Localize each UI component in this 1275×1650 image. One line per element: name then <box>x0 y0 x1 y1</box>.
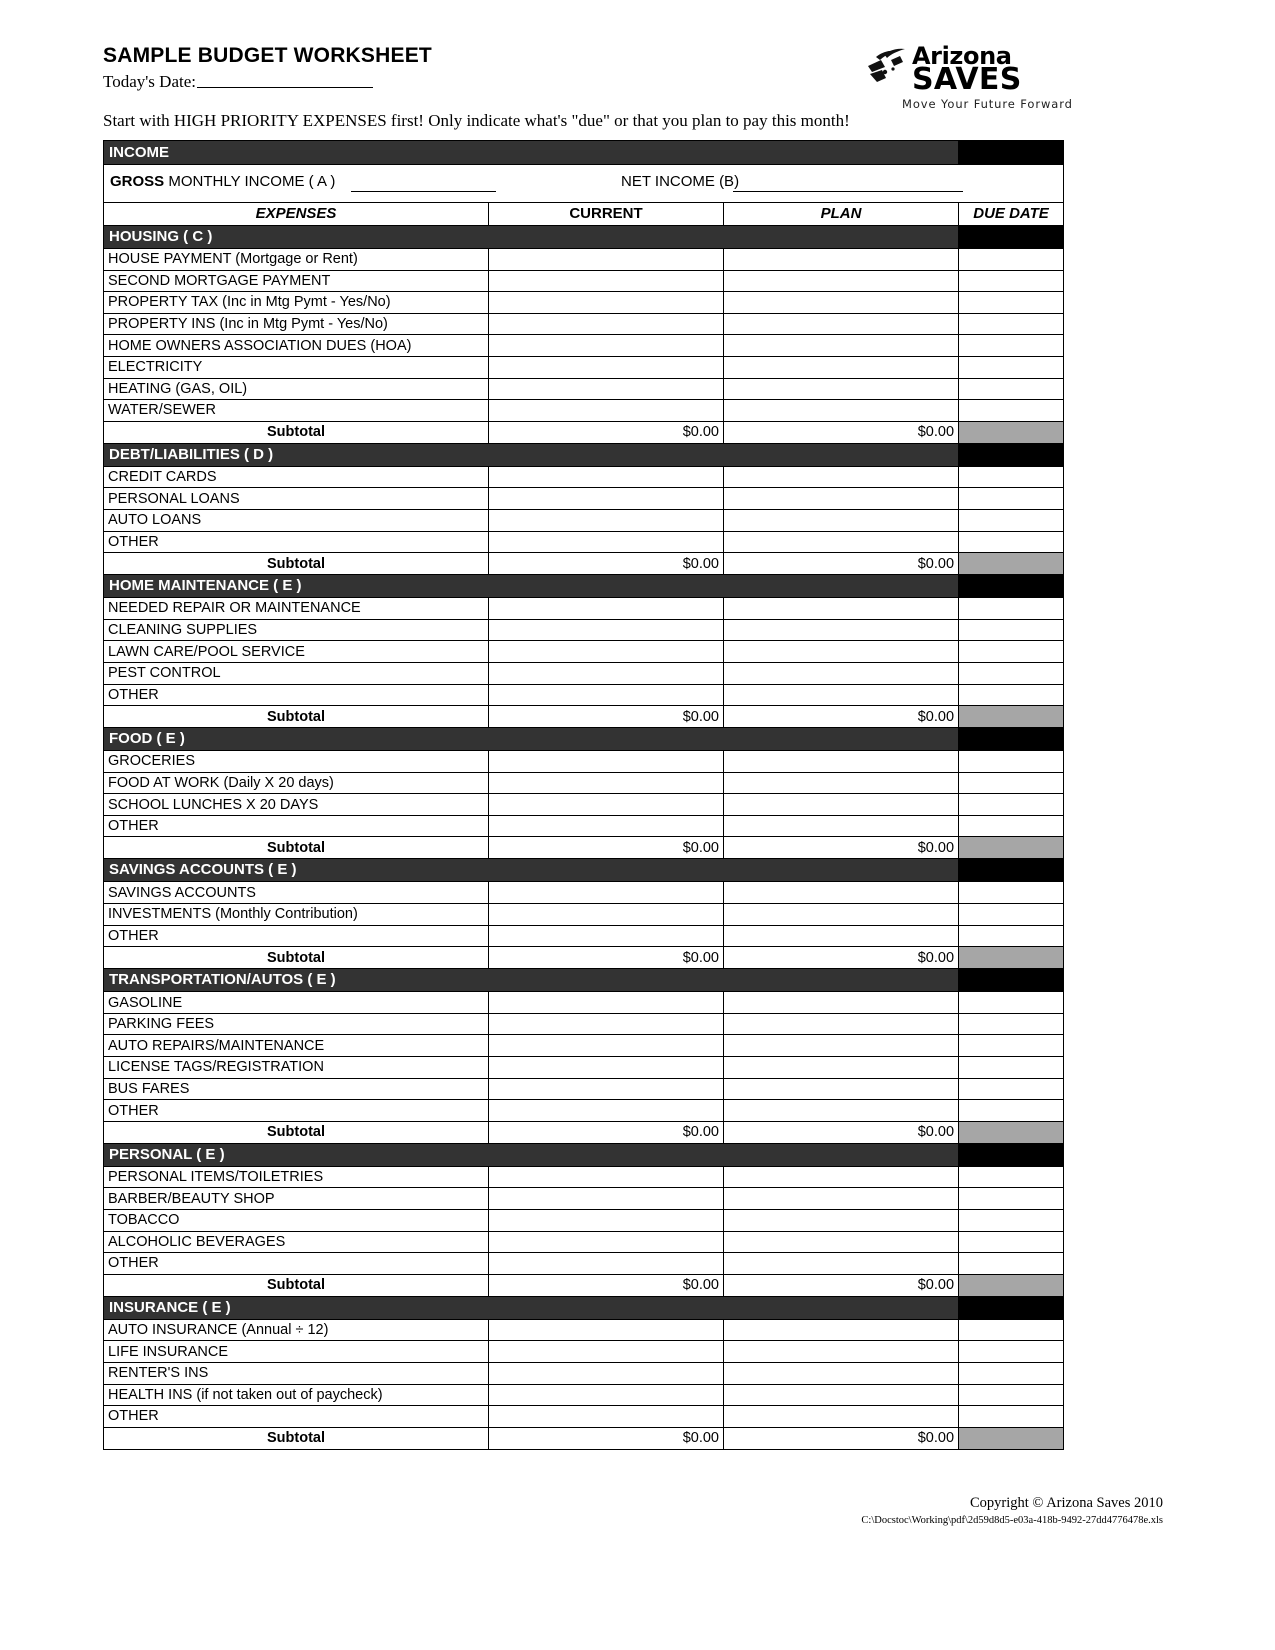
income-banner-label: INCOME <box>104 141 959 165</box>
category-header-row <box>104 1296 1064 1319</box>
current-amount-cell[interactable] <box>489 1341 724 1363</box>
current-amount-cell[interactable] <box>489 684 724 706</box>
expense-item-label: LICENSE TAGS/REGISTRATION <box>104 1057 489 1079</box>
subtotal-plan-value: $0.00 <box>724 1274 959 1296</box>
expense-item-label: OTHER <box>104 684 489 706</box>
subtotal-current-value: $0.00 <box>489 837 724 859</box>
current-amount-cell[interactable] <box>489 1406 724 1428</box>
expense-item-label: PROPERTY INS (Inc in Mtg Pymt - Yes/No) <box>104 313 489 335</box>
todays-date-label: Today's Date: <box>103 72 196 91</box>
due-date-cell[interactable] <box>959 772 1064 794</box>
table-row <box>104 619 1064 641</box>
due-date-cell[interactable] <box>959 270 1064 292</box>
expense-item-label: LAWN CARE/POOL SERVICE <box>104 641 489 663</box>
current-amount-cell[interactable] <box>489 378 724 400</box>
due-date-cell[interactable] <box>959 1166 1064 1188</box>
expense-item-label: INVESTMENTS (Monthly Contribution) <box>104 904 489 926</box>
plan-amount-cell[interactable] <box>724 1210 959 1232</box>
category-header-row <box>104 1143 1064 1166</box>
expense-item-label: ELECTRICITY <box>104 356 489 378</box>
copyright-text: Copyright © Arizona Saves 2010 <box>969 1495 1163 1511</box>
category-header-label: FOOD ( E ) <box>104 728 959 751</box>
current-amount-cell[interactable] <box>489 400 724 422</box>
due-date-cell[interactable] <box>959 1406 1064 1428</box>
expense-item-label: NEEDED REPAIR OR MAINTENANCE <box>104 598 489 620</box>
column-header-row <box>104 203 1064 226</box>
due-date-cell[interactable] <box>959 882 1064 904</box>
subtotal-label: Subtotal <box>104 1427 489 1449</box>
plan-amount-cell[interactable] <box>724 1057 959 1079</box>
table-row <box>104 249 1064 271</box>
category-header-label: SAVINGS ACCOUNTS ( E ) <box>104 859 959 882</box>
due-date-cell[interactable] <box>959 292 1064 314</box>
current-amount-cell[interactable] <box>489 992 724 1014</box>
category-header-label: TRANSPORTATION/AUTOS ( E ) <box>104 969 959 992</box>
table-row <box>104 662 1064 684</box>
table-row <box>104 992 1064 1014</box>
expense-item-label: GASOLINE <box>104 992 489 1014</box>
subtotal-due-date-cell <box>959 947 1064 969</box>
plan-amount-cell[interactable] <box>724 992 959 1014</box>
plan-amount-cell[interactable] <box>724 1100 959 1122</box>
expense-item-label: CLEANING SUPPLIES <box>104 619 489 641</box>
expense-item-label: LIFE INSURANCE <box>104 1341 489 1363</box>
expense-item-label: ALCOHOLIC BEVERAGES <box>104 1231 489 1253</box>
due-date-cell[interactable] <box>959 1319 1064 1341</box>
plan-amount-cell[interactable] <box>724 1406 959 1428</box>
due-date-cell[interactable] <box>959 249 1064 271</box>
table-row <box>104 1341 1064 1363</box>
plan-amount-cell[interactable] <box>724 1035 959 1057</box>
due-date-cell[interactable] <box>959 641 1064 663</box>
table-row <box>104 1406 1064 1428</box>
due-date-cell[interactable] <box>959 531 1064 553</box>
current-amount-cell[interactable] <box>489 1362 724 1384</box>
table-row <box>104 794 1064 816</box>
expense-item-label: HEALTH INS (if not taken out of paycheck) <box>104 1384 489 1406</box>
net-income-label: NET INCOME (B) <box>621 173 740 190</box>
category-header-black-cell <box>959 443 1064 466</box>
subtotal-plan-value: $0.00 <box>724 553 959 575</box>
current-amount-cell[interactable] <box>489 1319 724 1341</box>
current-amount-cell[interactable] <box>489 466 724 488</box>
current-amount-cell[interactable] <box>489 794 724 816</box>
column-header-due-date: DUE DATE <box>959 203 1064 226</box>
plan-amount-cell[interactable] <box>724 356 959 378</box>
table-row <box>104 1253 1064 1275</box>
expense-item-label: TOBACCO <box>104 1210 489 1232</box>
plan-amount-cell[interactable] <box>724 249 959 271</box>
expense-item-label: OTHER <box>104 1406 489 1428</box>
current-amount-cell[interactable] <box>489 249 724 271</box>
expense-item-label: GROCERIES <box>104 751 489 773</box>
table-row <box>104 313 1064 335</box>
current-amount-cell[interactable] <box>489 1231 724 1253</box>
subtotal-current-value: $0.00 <box>489 1427 724 1449</box>
subtotal-label: Subtotal <box>104 1121 489 1143</box>
subtotal-due-date-cell <box>959 837 1064 859</box>
subtotal-current-value: $0.00 <box>489 421 724 443</box>
current-amount-cell[interactable] <box>489 1253 724 1275</box>
expense-item-label: HOME OWNERS ASSOCIATION DUES (HOA) <box>104 335 489 357</box>
expense-item-label: AUTO REPAIRS/MAINTENANCE <box>104 1035 489 1057</box>
due-date-cell[interactable] <box>959 751 1064 773</box>
table-row <box>104 1188 1064 1210</box>
table-row <box>104 904 1064 926</box>
income-banner-black-cell <box>959 141 1064 165</box>
table-row <box>104 356 1064 378</box>
column-header-expenses: EXPENSES <box>104 203 489 226</box>
gross-monthly-income-label <box>110 173 335 191</box>
income-entry-cell <box>104 165 1064 203</box>
plan-amount-cell[interactable] <box>724 598 959 620</box>
subtotal-row <box>104 706 1064 728</box>
subtotal-row <box>104 421 1064 443</box>
due-date-cell[interactable] <box>959 619 1064 641</box>
expense-item-label: PERSONAL LOANS <box>104 488 489 510</box>
expense-item-label: WATER/SEWER <box>104 400 489 422</box>
current-amount-cell[interactable] <box>489 1188 724 1210</box>
plan-amount-cell[interactable] <box>724 882 959 904</box>
table-row <box>104 1210 1064 1232</box>
plan-amount-cell[interactable] <box>724 815 959 837</box>
current-amount-cell[interactable] <box>489 1166 724 1188</box>
current-amount-cell[interactable] <box>489 1384 724 1406</box>
table-row <box>104 751 1064 773</box>
expense-item-label: OTHER <box>104 925 489 947</box>
expense-item-label: RENTER'S INS <box>104 1362 489 1384</box>
current-amount-cell[interactable] <box>489 1100 724 1122</box>
subtotal-current-value: $0.00 <box>489 553 724 575</box>
current-amount-cell[interactable] <box>489 488 724 510</box>
table-row <box>104 1100 1064 1122</box>
plan-amount-cell[interactable] <box>724 925 959 947</box>
current-amount-cell[interactable] <box>489 641 724 663</box>
category-header-black-cell <box>959 575 1064 598</box>
gross-income-input[interactable] <box>351 191 496 192</box>
subtotal-label: Subtotal <box>104 421 489 443</box>
expense-item-label: PEST CONTROL <box>104 662 489 684</box>
gross-rest-text: MONTHLY INCOME ( A ) <box>164 173 336 190</box>
todays-date-input[interactable] <box>197 74 373 88</box>
plan-amount-cell[interactable] <box>724 1253 959 1275</box>
budget-table <box>103 140 1064 1450</box>
category-header-black-cell <box>959 226 1064 249</box>
subtotal-current-value: $0.00 <box>489 706 724 728</box>
due-date-cell[interactable] <box>959 335 1064 357</box>
logo-name-bottom: SAVES <box>912 62 1022 97</box>
table-row <box>104 815 1064 837</box>
gross-bold-word: GROSS <box>110 173 165 190</box>
subtotal-plan-value: $0.00 <box>724 706 959 728</box>
due-date-cell[interactable] <box>959 466 1064 488</box>
category-header-row <box>104 859 1064 882</box>
plan-amount-cell[interactable] <box>724 335 959 357</box>
subtotal-label: Subtotal <box>104 837 489 859</box>
current-amount-cell[interactable] <box>489 1078 724 1100</box>
logo-name-top: Arizona <box>912 42 1012 70</box>
file-path-text: C:\Docstoc\Working\pdf\2d59d8d5-e03a-418b-9492-27dd4776478e.xls <box>861 1515 1163 1526</box>
due-date-cell[interactable] <box>959 1078 1064 1100</box>
due-date-cell[interactable] <box>959 925 1064 947</box>
plan-amount-cell[interactable] <box>724 292 959 314</box>
expense-item-label: PERSONAL ITEMS/TOILETRIES <box>104 1166 489 1188</box>
table-row <box>104 1078 1064 1100</box>
due-date-cell[interactable] <box>959 1188 1064 1210</box>
plan-amount-cell[interactable] <box>724 488 959 510</box>
table-row <box>104 488 1064 510</box>
table-row <box>104 531 1064 553</box>
due-date-cell[interactable] <box>959 313 1064 335</box>
category-header-label: HOUSING ( C ) <box>104 226 959 249</box>
subtotal-current-value: $0.00 <box>489 947 724 969</box>
subtotal-plan-value: $0.00 <box>724 1121 959 1143</box>
table-row <box>104 335 1064 357</box>
current-amount-cell[interactable] <box>489 292 724 314</box>
category-header-label: HOME MAINTENANCE ( E ) <box>104 575 959 598</box>
category-header-black-cell <box>959 1143 1064 1166</box>
category-header-row <box>104 443 1064 466</box>
expense-item-label: SAVINGS ACCOUNTS <box>104 882 489 904</box>
due-date-cell[interactable] <box>959 1013 1064 1035</box>
subtotal-label: Subtotal <box>104 947 489 969</box>
category-header-black-cell <box>959 969 1064 992</box>
subtotal-plan-value: $0.00 <box>724 837 959 859</box>
table-row <box>104 509 1064 531</box>
due-date-cell[interactable] <box>959 400 1064 422</box>
current-amount-cell[interactable] <box>489 335 724 357</box>
category-header-black-cell <box>959 1296 1064 1319</box>
due-date-cell[interactable] <box>959 1253 1064 1275</box>
logo-tagline: Move Your Future Forward <box>902 97 1073 111</box>
category-header-label: DEBT/LIABILITIES ( D ) <box>104 443 959 466</box>
due-date-cell[interactable] <box>959 662 1064 684</box>
subtotal-row <box>104 1274 1064 1296</box>
column-header-plan: PLAN <box>724 203 959 226</box>
subtotal-plan-value: $0.00 <box>724 421 959 443</box>
plan-amount-cell[interactable] <box>724 1341 959 1363</box>
plan-amount-cell[interactable] <box>724 1078 959 1100</box>
subtotal-row <box>104 1121 1064 1143</box>
plan-amount-cell[interactable] <box>724 466 959 488</box>
current-amount-cell[interactable] <box>489 270 724 292</box>
subtotal-current-value: $0.00 <box>489 1274 724 1296</box>
plan-amount-cell[interactable] <box>724 313 959 335</box>
subtotal-label: Subtotal <box>104 1274 489 1296</box>
table-row <box>104 1057 1064 1079</box>
table-row <box>104 772 1064 794</box>
expense-item-label: BUS FARES <box>104 1078 489 1100</box>
table-row <box>104 400 1064 422</box>
due-date-cell[interactable] <box>959 1100 1064 1122</box>
due-date-cell[interactable] <box>959 904 1064 926</box>
plan-amount-cell[interactable] <box>724 641 959 663</box>
arizona-saves-logo <box>862 42 1073 112</box>
table-row <box>104 1384 1064 1406</box>
table-row <box>104 882 1064 904</box>
plan-amount-cell[interactable] <box>724 662 959 684</box>
plan-amount-cell[interactable] <box>724 619 959 641</box>
due-date-cell[interactable] <box>959 1384 1064 1406</box>
due-date-cell[interactable] <box>959 488 1064 510</box>
current-amount-cell[interactable] <box>489 1013 724 1035</box>
income-entry-row <box>104 165 1064 203</box>
page-title: SAMPLE BUDGET WORKSHEET <box>103 44 432 67</box>
due-date-cell[interactable] <box>959 356 1064 378</box>
expense-item-label: OTHER <box>104 1253 489 1275</box>
plan-amount-cell[interactable] <box>724 1384 959 1406</box>
plan-amount-cell[interactable] <box>724 684 959 706</box>
table-row <box>104 1362 1064 1384</box>
plan-amount-cell[interactable] <box>724 1166 959 1188</box>
current-amount-cell[interactable] <box>489 772 724 794</box>
table-row <box>104 1319 1064 1341</box>
subtotal-due-date-cell <box>959 1427 1064 1449</box>
expense-item-label: OTHER <box>104 815 489 837</box>
plan-amount-cell[interactable] <box>724 1319 959 1341</box>
expense-item-label: AUTO LOANS <box>104 509 489 531</box>
table-row <box>104 641 1064 663</box>
expense-item-label: FOOD AT WORK (Daily X 20 days) <box>104 772 489 794</box>
plan-amount-cell[interactable] <box>724 1013 959 1035</box>
plan-amount-cell[interactable] <box>724 378 959 400</box>
due-date-cell[interactable] <box>959 1341 1064 1363</box>
category-header-black-cell <box>959 728 1064 751</box>
current-amount-cell[interactable] <box>489 1210 724 1232</box>
table-row <box>104 270 1064 292</box>
current-amount-cell[interactable] <box>489 598 724 620</box>
category-header-row <box>104 575 1064 598</box>
expense-item-label: CREDIT CARDS <box>104 466 489 488</box>
plan-amount-cell[interactable] <box>724 509 959 531</box>
plan-amount-cell[interactable] <box>724 904 959 926</box>
current-amount-cell[interactable] <box>489 619 724 641</box>
category-header-black-cell <box>959 859 1064 882</box>
current-amount-cell[interactable] <box>489 662 724 684</box>
expense-item-label: OTHER <box>104 531 489 553</box>
expense-item-label: PROPERTY TAX (Inc in Mtg Pymt - Yes/No) <box>104 292 489 314</box>
subtotal-current-value: $0.00 <box>489 1121 724 1143</box>
current-amount-cell[interactable] <box>489 531 724 553</box>
current-amount-cell[interactable] <box>489 356 724 378</box>
column-header-current: CURRENT <box>489 203 724 226</box>
category-header-label: INSURANCE ( E ) <box>104 1296 959 1319</box>
subtotal-due-date-cell <box>959 706 1064 728</box>
due-date-cell[interactable] <box>959 794 1064 816</box>
income-banner-row <box>104 141 1064 165</box>
table-row <box>104 292 1064 314</box>
plan-amount-cell[interactable] <box>724 400 959 422</box>
due-date-cell[interactable] <box>959 598 1064 620</box>
subtotal-due-date-cell <box>959 1274 1064 1296</box>
plan-amount-cell[interactable] <box>724 794 959 816</box>
expense-item-label: HOUSE PAYMENT (Mortgage or Rent) <box>104 249 489 271</box>
table-row <box>104 598 1064 620</box>
instruction-text: Start with HIGH PRIORITY EXPENSES first! Only indicate what's "due" or that you plan to pay this month! <box>103 111 850 130</box>
due-date-cell[interactable] <box>959 1231 1064 1253</box>
table-row <box>104 1035 1064 1057</box>
category-header-label: PERSONAL ( E ) <box>104 1143 959 1166</box>
plan-amount-cell[interactable] <box>724 1362 959 1384</box>
plan-amount-cell[interactable] <box>724 1231 959 1253</box>
plan-amount-cell[interactable] <box>724 1188 959 1210</box>
current-amount-cell[interactable] <box>489 904 724 926</box>
due-date-cell[interactable] <box>959 684 1064 706</box>
table-row <box>104 684 1064 706</box>
due-date-cell[interactable] <box>959 815 1064 837</box>
table-row <box>104 1231 1064 1253</box>
subtotal-row <box>104 553 1064 575</box>
table-row <box>104 925 1064 947</box>
subtotal-plan-value: $0.00 <box>724 947 959 969</box>
net-income-input[interactable] <box>733 191 963 192</box>
expense-item-label: SECOND MORTGAGE PAYMENT <box>104 270 489 292</box>
subtotal-row <box>104 1427 1064 1449</box>
table-row <box>104 1013 1064 1035</box>
current-amount-cell[interactable] <box>489 925 724 947</box>
current-amount-cell[interactable] <box>489 1035 724 1057</box>
current-amount-cell[interactable] <box>489 313 724 335</box>
due-date-cell[interactable] <box>959 1057 1064 1079</box>
plan-amount-cell[interactable] <box>724 270 959 292</box>
table-row <box>104 1166 1064 1188</box>
category-header-row <box>104 226 1064 249</box>
plan-amount-cell[interactable] <box>724 531 959 553</box>
plan-amount-cell[interactable] <box>724 772 959 794</box>
plan-amount-cell[interactable] <box>724 751 959 773</box>
subtotal-row <box>104 837 1064 859</box>
current-amount-cell[interactable] <box>489 815 724 837</box>
subtotal-due-date-cell <box>959 553 1064 575</box>
expense-item-label: AUTO INSURANCE (Annual ÷ 12) <box>104 1319 489 1341</box>
expense-item-label: HEATING (GAS, OIL) <box>104 378 489 400</box>
current-amount-cell[interactable] <box>489 509 724 531</box>
due-date-cell[interactable] <box>959 1210 1064 1232</box>
table-row <box>104 378 1064 400</box>
expense-item-label: SCHOOL LUNCHES X 20 DAYS <box>104 794 489 816</box>
due-date-cell[interactable] <box>959 509 1064 531</box>
due-date-cell[interactable] <box>959 378 1064 400</box>
expense-item-label: OTHER <box>104 1100 489 1122</box>
current-amount-cell[interactable] <box>489 1057 724 1079</box>
subtotal-plan-value: $0.00 <box>724 1427 959 1449</box>
table-row <box>104 466 1064 488</box>
due-date-cell[interactable] <box>959 992 1064 1014</box>
expense-item-label: PARKING FEES <box>104 1013 489 1035</box>
category-header-row <box>104 728 1064 751</box>
due-date-cell[interactable] <box>959 1035 1064 1057</box>
subtotal-label: Subtotal <box>104 706 489 728</box>
due-date-cell[interactable] <box>959 1362 1064 1384</box>
subtotal-due-date-cell <box>959 421 1064 443</box>
current-amount-cell[interactable] <box>489 751 724 773</box>
category-header-row <box>104 969 1064 992</box>
document-footer <box>663 1494 1163 1528</box>
subtotal-label: Subtotal <box>104 553 489 575</box>
subtotal-due-date-cell <box>959 1121 1064 1143</box>
subtotal-row <box>104 947 1064 969</box>
current-amount-cell[interactable] <box>489 882 724 904</box>
bird-swoosh-icon <box>862 48 914 84</box>
expense-item-label: BARBER/BEAUTY SHOP <box>104 1188 489 1210</box>
